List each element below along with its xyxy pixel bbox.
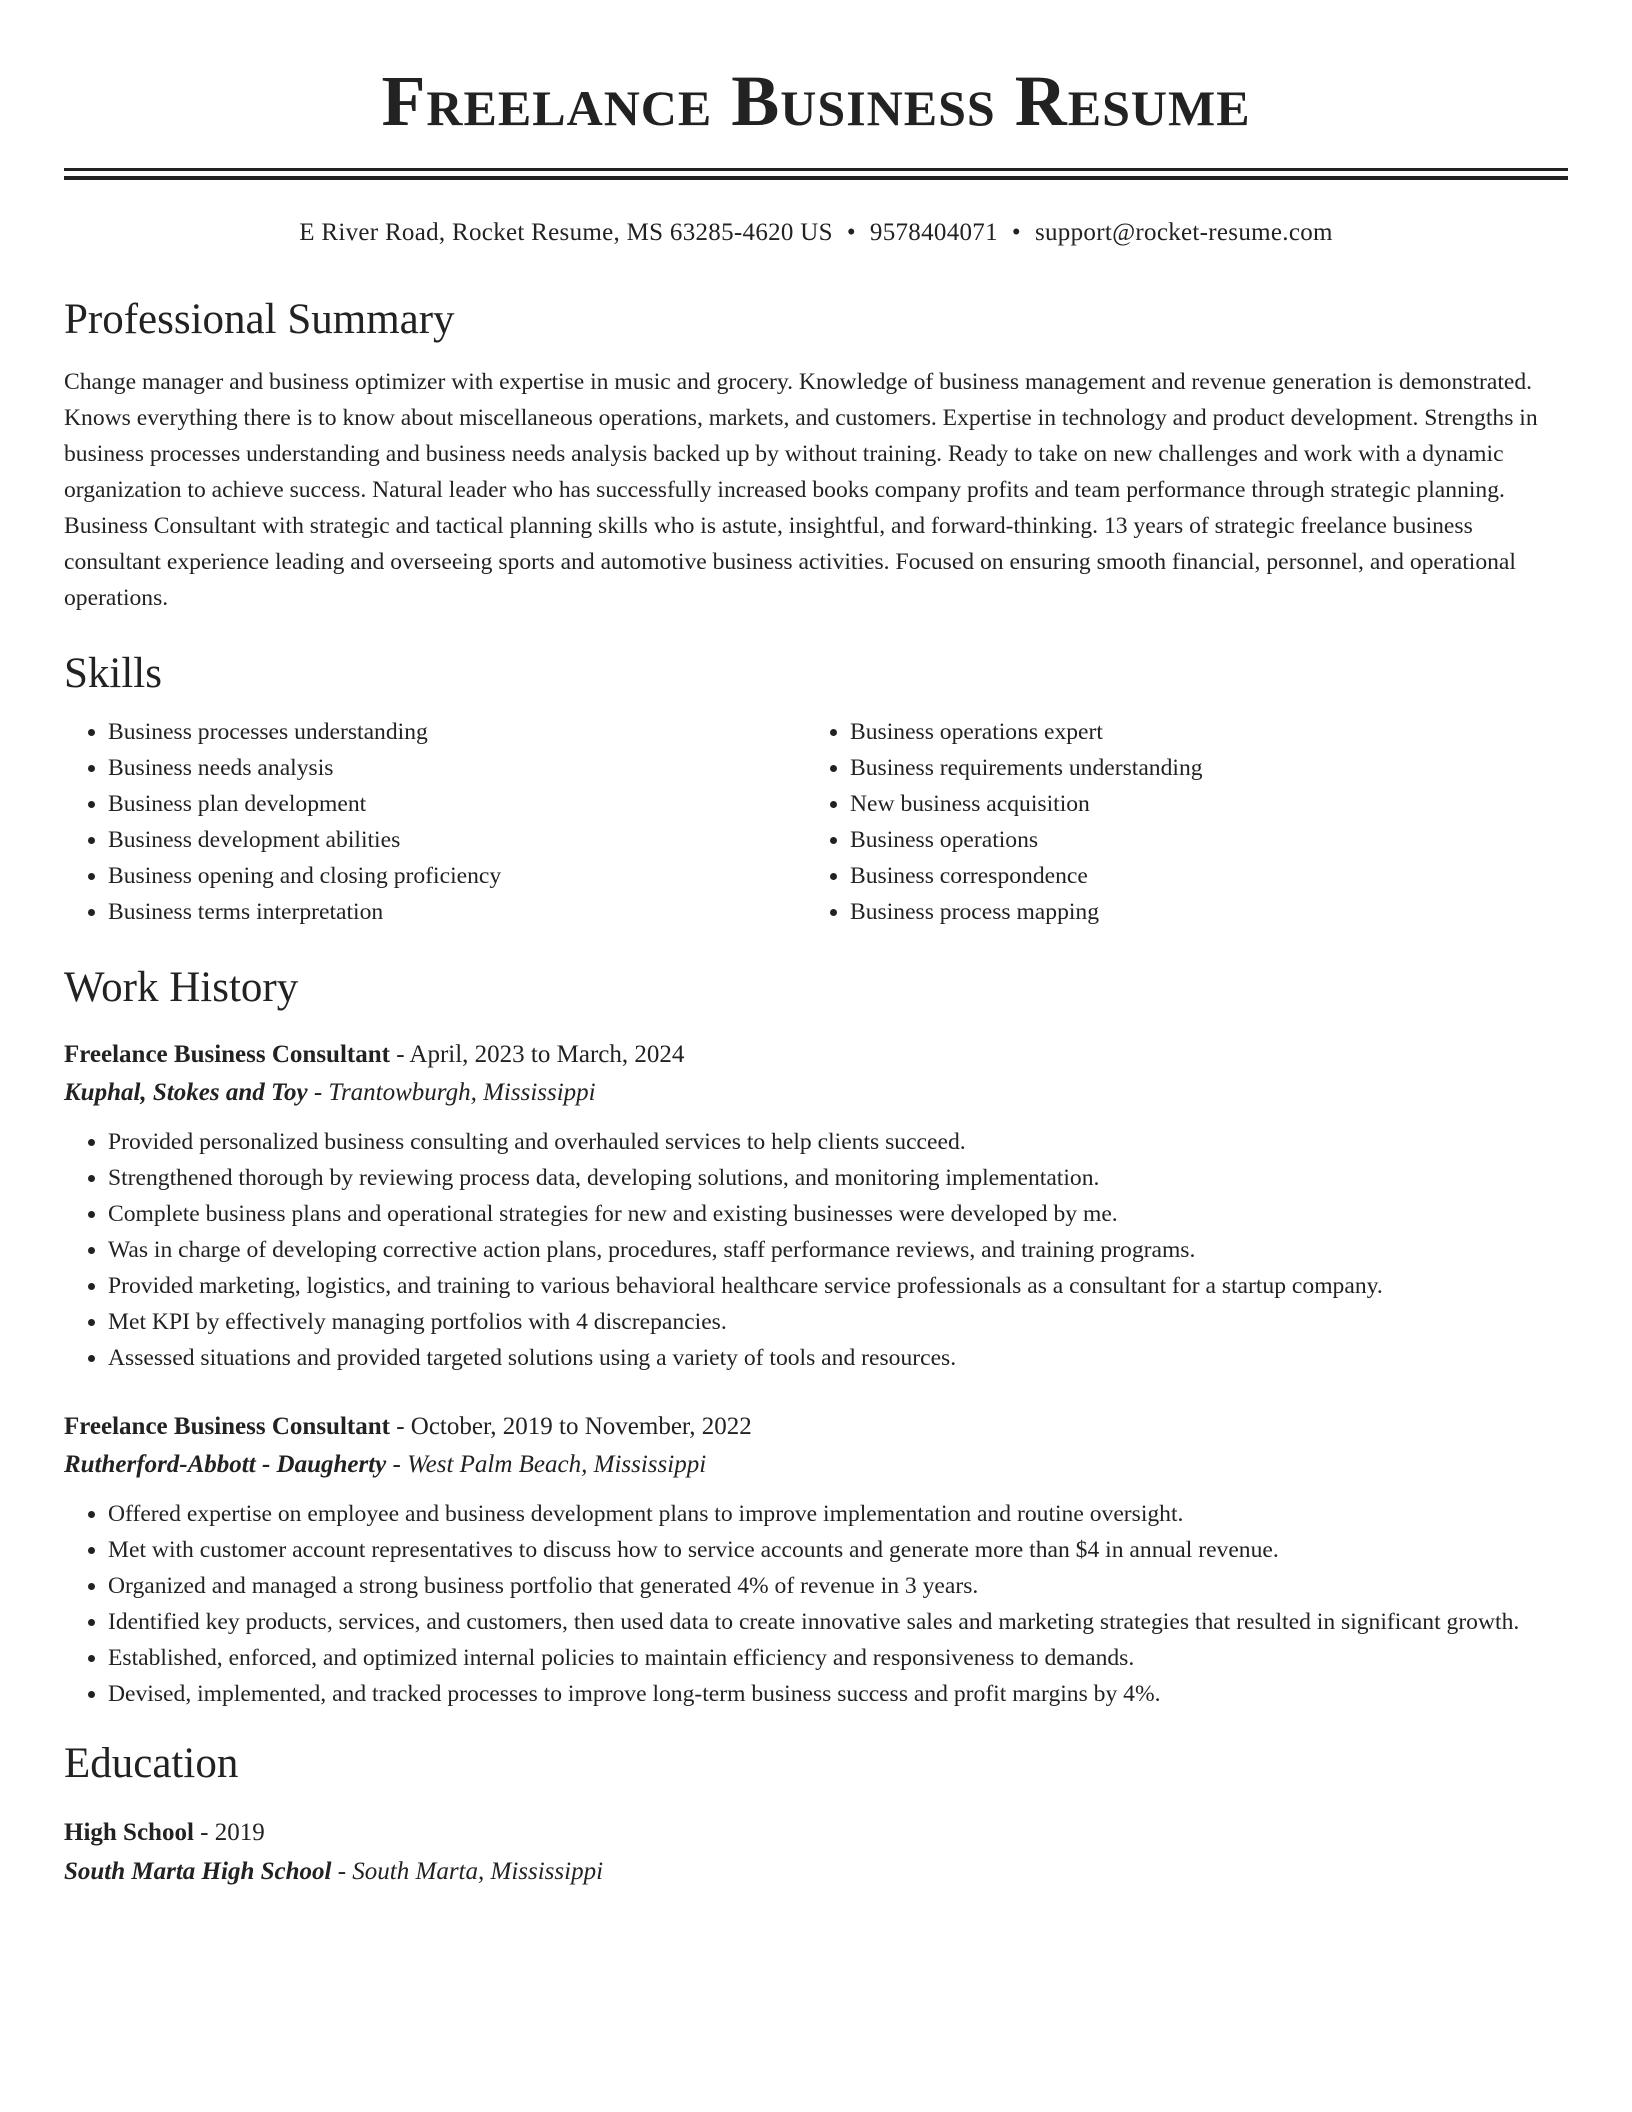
skill-item: • Business terms interpretation — [108, 894, 806, 930]
duty-item: • Provided marketing, logistics, and training to various behavioral healthcare service professionals as a consultant for a startup company. — [108, 1268, 1568, 1304]
contact-separator: • — [846, 219, 856, 246]
skill-item: • Business development abilities — [108, 822, 806, 858]
job-employer-line — [64, 1074, 1568, 1112]
job-duties-list — [64, 1496, 1568, 1712]
education-school: South Marta High School — [64, 1858, 332, 1885]
job-dates: April, 2023 to March, 2024 — [409, 1041, 685, 1068]
duty-item: • Identified key products, services, and customers, then used data to create innovative sales and marketing strategies that resulted in significant growth. — [108, 1604, 1568, 1640]
education-entry — [64, 1814, 1568, 1892]
skills-list-left — [64, 714, 806, 930]
duty-item: • Offered expertise on employee and business development plans to improve implementation and routine oversight. — [108, 1496, 1568, 1532]
job-title: Freelance Business Consultant — [64, 1041, 390, 1068]
duty-item: • Was in charge of developing corrective action plans, procedures, staff performance reviews, and training programs. — [108, 1232, 1568, 1268]
section-title-summary: Professional Summary — [64, 296, 455, 343]
duty-item: • Strengthened thorough by reviewing process data, developing solutions, and monitoring implementation. — [108, 1160, 1568, 1196]
education-location: South Marta, Mississippi — [352, 1858, 604, 1885]
education-heading — [64, 1814, 1568, 1852]
contact-address: E River Road, Rocket Resume, MS 63285-4620 US — [299, 219, 833, 246]
skill-item: • Business correspondence — [850, 858, 1548, 894]
skills-list-right — [806, 714, 1548, 930]
skill-item: • Business process mapping — [850, 894, 1548, 930]
skills-columns — [64, 714, 1568, 930]
duty-item: • Organized and managed a strong business portfolio that generated 4% of revenue in 3 years. — [108, 1568, 1568, 1604]
section-title-work-history: Work History — [64, 964, 299, 1011]
dash: - — [389, 1041, 410, 1068]
dash: - — [386, 1451, 408, 1478]
job-heading — [64, 1408, 1568, 1446]
education-year: 2019 — [214, 1819, 265, 1846]
title-double-rule — [64, 168, 1568, 180]
duty-item: • Met KPI by effectively managing portfolios with 4 discrepancies. — [108, 1304, 1568, 1340]
job-heading — [64, 1036, 1568, 1074]
job-title: Freelance Business Consultant — [64, 1413, 390, 1440]
skill-item: • Business needs analysis — [108, 750, 806, 786]
skill-item: • Business processes understanding — [108, 714, 806, 750]
job-location: Trantowburgh, Mississippi — [328, 1079, 596, 1106]
job-company: Rutherford-Abbott - Daugherty — [64, 1451, 387, 1478]
job-dates: October, 2019 to November, 2022 — [410, 1413, 752, 1440]
dash: - — [331, 1858, 353, 1885]
resume-title: Freelance Business Resume — [381, 61, 1251, 141]
skill-item: • Business opening and closing proficiency — [108, 858, 806, 894]
duty-item: • Complete business plans and operational strategies for new and existing businesses were developed by me. — [108, 1196, 1568, 1232]
job-company: Kuphal, Stokes and Toy — [64, 1079, 308, 1106]
job-location: West Palm Beach, Mississippi — [407, 1451, 707, 1478]
section-title-skills: Skills — [64, 650, 162, 697]
duty-item: • Assessed situations and provided targeted solutions using a variety of tools and resources. — [108, 1340, 1568, 1376]
job-employer-line — [64, 1446, 1568, 1484]
dash: - — [389, 1413, 411, 1440]
contact-phone: 9578404071 — [869, 219, 998, 246]
education-degree: High School — [64, 1819, 194, 1846]
skill-item: • Business operations expert — [850, 714, 1548, 750]
duty-item: • Devised, implemented, and tracked processes to improve long-term business success and profit margins by 4%. — [108, 1676, 1568, 1712]
skill-item: • Business requirements understanding — [850, 750, 1548, 786]
dash: - — [307, 1079, 329, 1106]
skill-item: • Business operations — [850, 822, 1548, 858]
skill-item: • Business plan development — [108, 786, 806, 822]
contact-email: support@rocket-resume.com — [1034, 219, 1333, 246]
job-entry — [64, 1036, 1568, 1376]
duty-item: • Provided personalized business consulting and overhauled services to help clients succeed. — [108, 1124, 1568, 1160]
job-entry — [64, 1408, 1568, 1712]
duty-item: • Established, enforced, and optimized internal policies to maintain efficiency and responsiveness to demands. — [108, 1640, 1568, 1676]
skill-item: • New business acquisition — [850, 786, 1548, 822]
dash: - — [193, 1819, 215, 1846]
job-duties-list — [64, 1124, 1568, 1376]
contact-line — [64, 216, 1568, 250]
duty-item: • Met with customer account representatives to discuss how to service accounts and generate more than $4 in annual revenue. — [108, 1532, 1568, 1568]
education-school-line — [64, 1852, 1568, 1892]
summary-text: Change manager and business optimizer with expertise in music and grocery. Knowledge of business management and revenue generation is demonstrated. Knows everything there is to know about miscellaneous operations, markets, and customers. Expertise in technology and product development. Strengths in business processes understanding and business needs analysis backed up by without training. Ready to take on new challenges and work with a dynamic organization to achieve success. Natural leader who has successfully increased books company profits and team performance through strategic planning. Business Consultant with strategic and tactical planning skills who is astute, insightful, and forward-thinking. 13 years of strategic freelance business consultant experience leading and overseeing sports and automotive business activities. Focused on ensuring smooth financial, personnel, and operational operations. — [64, 369, 1538, 611]
section-title-education: Education — [64, 1740, 239, 1787]
contact-separator: • — [1011, 219, 1021, 246]
